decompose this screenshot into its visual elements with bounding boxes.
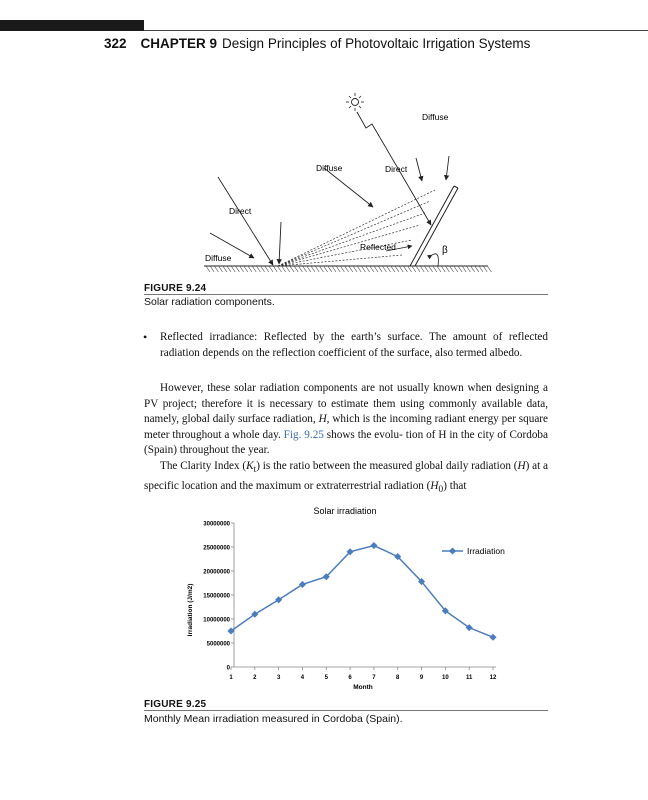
x-tick-label: 1 xyxy=(229,675,233,681)
hatch-mark xyxy=(315,266,319,272)
label-diffuse-left: Diffuse xyxy=(205,253,232,263)
running-header xyxy=(104,36,530,51)
hatch-mark xyxy=(219,266,223,272)
x-tick-label: 4 xyxy=(300,675,305,681)
direct-arrow-left xyxy=(218,177,273,265)
hatch-mark xyxy=(445,266,449,272)
chart-legend xyxy=(442,546,505,556)
hatch-mark xyxy=(273,266,277,272)
hatch-mark xyxy=(214,266,218,272)
x-tick-label: 9 xyxy=(419,675,424,681)
hatch-mark xyxy=(277,266,281,272)
hatch-mark xyxy=(256,266,260,272)
hatch-mark xyxy=(307,266,311,272)
bullet-marker: • xyxy=(143,330,148,344)
hatch-mark xyxy=(366,266,370,272)
hatch-mark xyxy=(420,266,424,272)
y-tick-label: 0 xyxy=(226,665,230,672)
hatch-mark xyxy=(471,266,475,272)
hatch-mark xyxy=(454,266,458,272)
label-diffuse-mid: Diffuse xyxy=(316,163,343,173)
x-axis-title: Month xyxy=(353,684,373,691)
para1-text-b: , which is the incoming radiant energy per square meter throughout a whole day. xyxy=(144,413,548,441)
hatch-mark xyxy=(466,266,470,272)
hatch-mark xyxy=(378,266,382,272)
figure-924-rule xyxy=(144,294,548,295)
para2-text-d: ) that xyxy=(443,479,467,492)
hatch-mark xyxy=(399,266,403,272)
hatch-mark xyxy=(240,266,244,272)
hatch-mark xyxy=(332,266,336,272)
hatch-mark xyxy=(424,266,428,272)
hatch-mark xyxy=(290,266,294,272)
data-point xyxy=(370,542,377,549)
para2-text-c: ) at a specific location and the maximum or extraterrestrial radiation ( xyxy=(144,460,548,492)
para2-text-b: ) is the ratio between the measured global daily radiation ( xyxy=(256,460,518,472)
x-tick-label: 7 xyxy=(372,675,376,681)
hatch-mark xyxy=(412,266,416,272)
hatch-mark xyxy=(231,266,235,272)
hatch-mark xyxy=(298,266,302,272)
hatch-mark xyxy=(319,266,323,272)
y-axis-title: Irradiation (J/m2) xyxy=(187,583,194,637)
hatch-mark xyxy=(261,266,265,272)
diffuse-arrow-vertical xyxy=(279,222,281,264)
hatch-mark xyxy=(210,266,214,272)
hatch-mark xyxy=(416,266,420,272)
para2-text-a: The Clarity Index ( xyxy=(160,460,247,472)
para2-kt-sub: t xyxy=(253,465,257,476)
y-tick-label: 10000000 xyxy=(203,617,230,624)
y-tick-label: 20000000 xyxy=(203,569,230,576)
hatch-mark xyxy=(391,266,395,272)
hatch-mark xyxy=(311,266,315,272)
hatch-mark xyxy=(349,266,353,272)
label-reflected: Reflected xyxy=(360,242,396,252)
para1-text-a: However, these solar radiation components are not usually known when designing a PV project; therefore it is necessary to estimate them using commonly available data, namely, global daily surface radiation, xyxy=(144,382,548,426)
ground-hatching xyxy=(206,266,491,272)
hatch-mark xyxy=(345,266,349,272)
x-tick-label: 5 xyxy=(324,675,328,681)
hatch-mark xyxy=(227,266,231,272)
hatch-mark xyxy=(357,266,361,272)
diffuse-arrow-top-left xyxy=(416,158,422,181)
hatch-mark xyxy=(483,266,487,272)
x-tick-label: 2 xyxy=(253,675,257,681)
para2-kt: K xyxy=(246,460,254,472)
para2-h: H xyxy=(517,460,526,472)
reflected-rays xyxy=(278,190,435,266)
hatch-mark xyxy=(336,266,340,272)
tilt-angle-arc xyxy=(432,254,438,266)
legend-label: Irradiation xyxy=(467,546,505,556)
chart-axes xyxy=(203,521,497,681)
diffuse-arrow-middle xyxy=(324,168,373,207)
hatch-mark xyxy=(395,266,399,272)
hatch-mark xyxy=(269,266,273,272)
label-diffuse-top: Diffuse xyxy=(422,112,449,122)
hatch-mark xyxy=(387,266,391,272)
chapter-label: CHAPTER 9 xyxy=(140,36,218,51)
label-beta: β xyxy=(442,245,448,256)
hatch-mark xyxy=(340,266,344,272)
hatch-mark xyxy=(353,266,357,272)
para1-text-c: shows the evolu- tion of H in the city of Cordoba (Spain) throughout the year. xyxy=(144,428,548,457)
solar-radiation-diagram xyxy=(190,88,500,283)
x-tick-label: 6 xyxy=(348,675,352,681)
hatch-mark xyxy=(328,266,332,272)
figure-925-link[interactable]: Fig. 9.25 xyxy=(283,428,324,441)
x-tick-label: 3 xyxy=(276,675,281,681)
hatch-mark xyxy=(265,266,269,272)
figure-924-label: FIGURE 9.24 xyxy=(144,283,207,294)
hatch-mark xyxy=(235,266,239,272)
header-bar xyxy=(0,20,144,31)
y-tick-label: 25000000 xyxy=(203,545,230,552)
para2-h0-sub: 0 xyxy=(438,485,444,496)
hatch-mark xyxy=(244,266,248,272)
hatch-mark xyxy=(286,266,290,272)
hatch-mark xyxy=(450,266,454,272)
hatch-mark xyxy=(223,266,227,272)
x-tick-label: 11 xyxy=(466,675,473,681)
hatch-mark xyxy=(429,266,433,272)
header-rule xyxy=(144,30,648,31)
figure-924-caption: Solar radiation components. xyxy=(144,296,275,308)
hatch-mark xyxy=(252,266,256,272)
figure-925-caption: Monthly Mean irradiation measured in Cordoba (Spain). xyxy=(144,713,403,725)
chart-marks xyxy=(227,542,496,641)
hatch-mark xyxy=(403,266,407,272)
hatch-mark xyxy=(487,266,491,272)
data-point xyxy=(489,634,496,641)
figure-925-rule xyxy=(144,710,548,711)
hatch-mark xyxy=(361,266,365,272)
hatch-mark xyxy=(324,266,328,272)
x-tick-label: 12 xyxy=(489,675,497,681)
hatch-mark xyxy=(374,266,378,272)
hatch-mark xyxy=(408,266,412,272)
para2-h0: H xyxy=(430,479,439,492)
paragraph-1 xyxy=(144,381,548,459)
hatch-mark xyxy=(206,266,210,272)
chart-title: Solar irradiation xyxy=(313,506,377,516)
hatch-mark xyxy=(437,266,441,272)
paragraph-2 xyxy=(144,459,548,499)
hatch-mark xyxy=(382,266,386,272)
x-tick-label: 10 xyxy=(442,675,449,681)
y-tick-label: 15000000 xyxy=(203,593,230,600)
diffuse-arrow-top-right xyxy=(446,156,449,180)
para1-h: H xyxy=(318,413,327,426)
label-direct-mid: Direct xyxy=(385,164,408,174)
sun-icon xyxy=(346,93,364,111)
legend-marker xyxy=(449,547,456,554)
series-line-irradiation xyxy=(231,546,493,638)
hatch-mark xyxy=(282,266,286,272)
hatch-mark xyxy=(462,266,466,272)
chapter-title: Design Principles of Photovoltaic Irrigation Systems xyxy=(222,36,531,51)
y-tick-label: 5000000 xyxy=(206,641,230,648)
page-number: 322 xyxy=(104,36,127,51)
hatch-mark xyxy=(458,266,462,272)
hatch-mark xyxy=(294,266,298,272)
x-tick-label: 8 xyxy=(396,675,400,681)
hatch-mark xyxy=(479,266,483,272)
bullet-reflected-irradiance: Reflected irradiance: Reflected by the earth’s surface. The amount of reflected radiation depends on the reflection coefficient of the surface, also termed albedo. xyxy=(160,331,548,359)
y-tick-label: 30000000 xyxy=(203,521,230,528)
figure-925-label: FIGURE 9.25 xyxy=(144,699,207,710)
hatch-mark xyxy=(370,266,374,272)
hatch-mark xyxy=(248,266,252,272)
hatch-mark xyxy=(303,266,307,272)
hatch-mark xyxy=(441,266,445,272)
irradiation-chart xyxy=(180,500,520,695)
hatch-mark xyxy=(433,266,437,272)
label-direct-left: Direct xyxy=(229,206,252,216)
hatch-mark xyxy=(475,266,479,272)
